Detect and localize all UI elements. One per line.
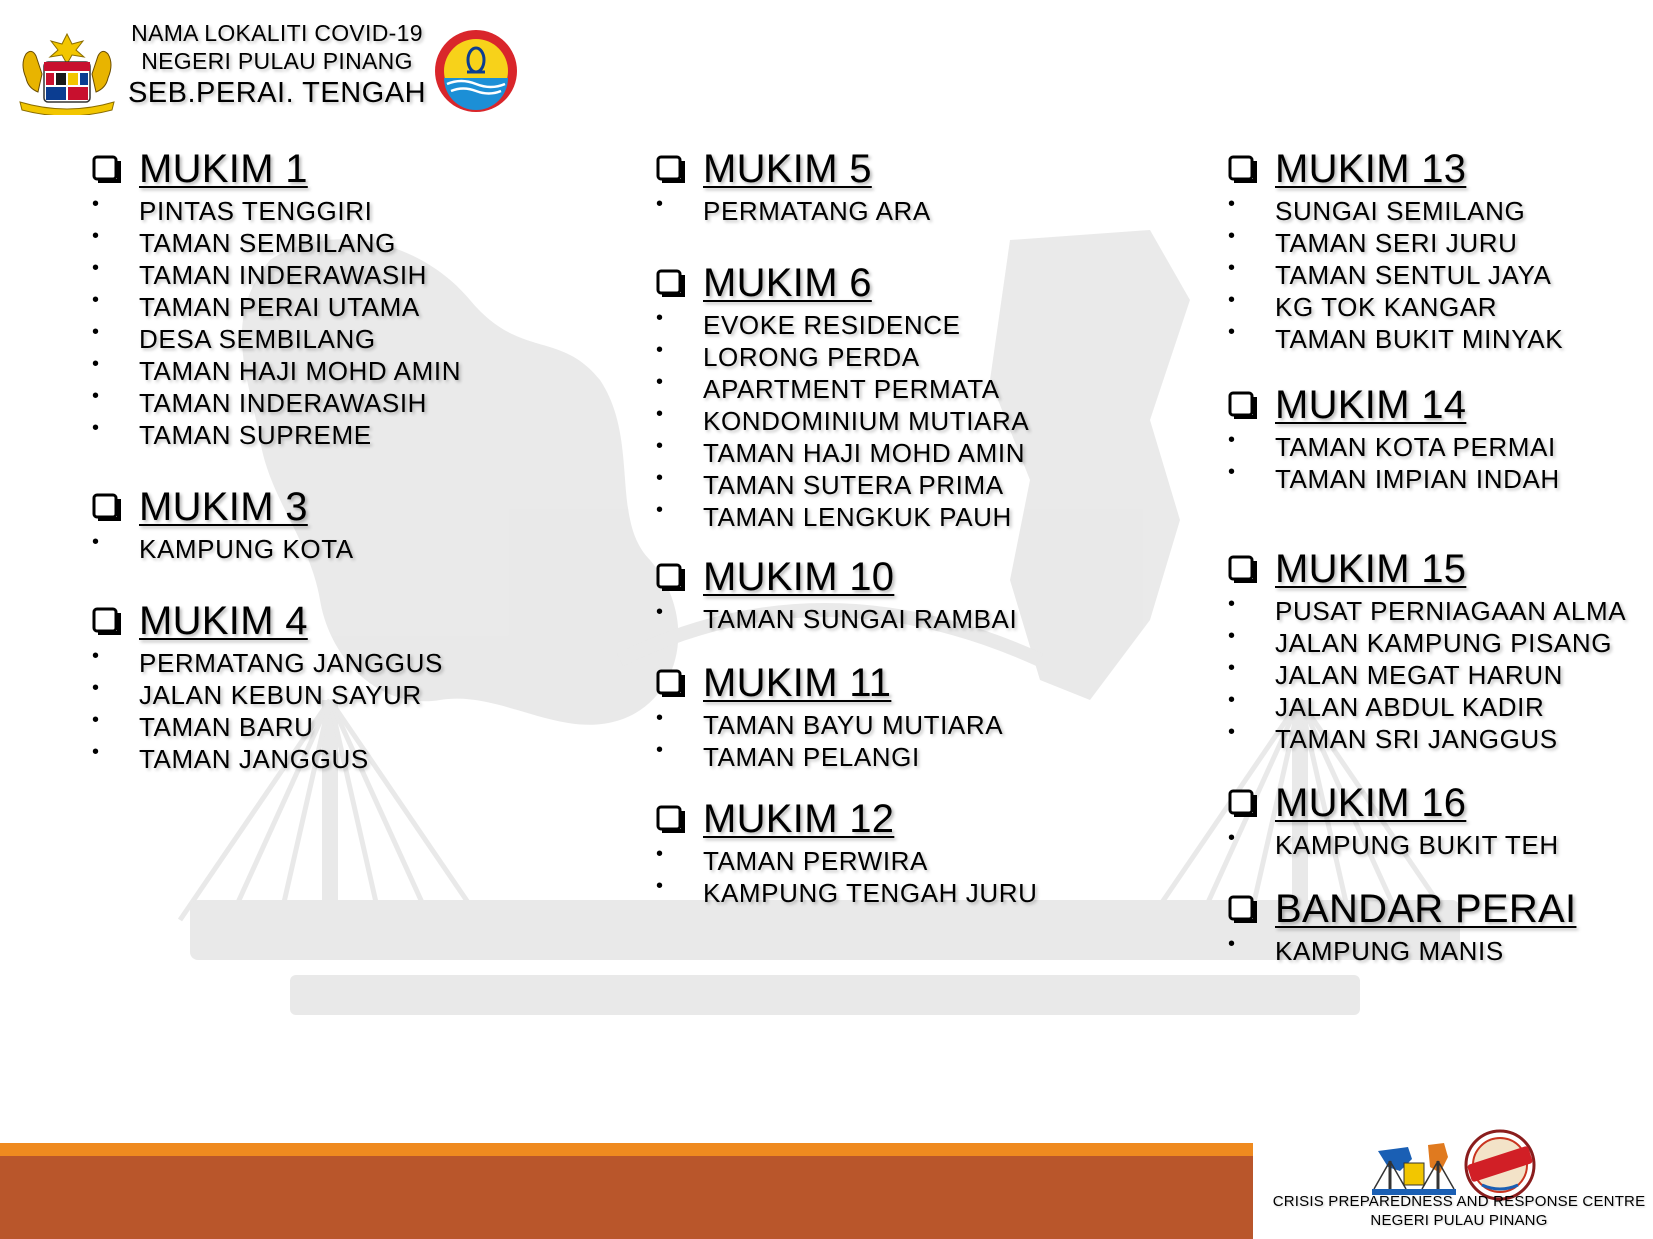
section-title: MUKIM 4: [139, 598, 308, 643]
penang-lawan-covid-logo-icon: [1462, 1127, 1538, 1203]
malaysia-coat-of-arms-icon: [12, 30, 122, 115]
bullet-icon: •: [1228, 321, 1236, 343]
bullet-icon: •: [656, 499, 664, 521]
cprc-logo-icon: [1368, 1137, 1460, 1199]
list-item: [1228, 227, 1648, 259]
section-title: MUKIM 15: [1275, 546, 1467, 591]
list-item: [92, 387, 612, 419]
list-item: [1228, 627, 1648, 659]
list-item: [656, 341, 1176, 373]
checkbox-square-icon: [656, 154, 686, 184]
bullet-icon: •: [92, 289, 100, 311]
locality-list: [1228, 935, 1648, 967]
bullet-icon: •: [656, 193, 664, 215]
section-title: BANDAR PERAI: [1275, 886, 1577, 931]
footer-caption: [1265, 1193, 1653, 1231]
column-1: [92, 143, 612, 793]
bullet-icon: •: [656, 435, 664, 457]
section-mukim-11: [656, 657, 1176, 773]
locality-name: TAMAN HAJI MOHD AMIN: [139, 355, 462, 386]
locality-list: [92, 647, 612, 775]
bullet-icon: •: [92, 417, 100, 439]
column-3: [1228, 143, 1648, 985]
bullet-icon: •: [1228, 721, 1236, 743]
bullet-icon: •: [92, 257, 100, 279]
section-header: [656, 551, 1176, 603]
bullet-icon: •: [92, 531, 100, 553]
section-header: [1228, 143, 1648, 195]
section-bandar-perai: [1228, 883, 1648, 967]
section-title: MUKIM 13: [1275, 146, 1467, 191]
section-mukim-13: [1228, 143, 1648, 355]
section-mukim-4: [92, 595, 612, 775]
bullet-icon: •: [1228, 225, 1236, 247]
section-header: [1228, 379, 1648, 431]
list-item: [656, 373, 1176, 405]
locality-name: LORONG PERDA: [703, 341, 920, 372]
bullet-icon: •: [92, 353, 100, 375]
bullet-icon: •: [1228, 593, 1236, 615]
column-2: [656, 143, 1176, 927]
section-header: [92, 595, 612, 647]
section-title: MUKIM 3: [139, 484, 308, 529]
locality-name: TAMAN PERWIRA: [703, 845, 928, 876]
locality-name: KAMPUNG MANIS: [1275, 935, 1504, 966]
list-item: [92, 647, 612, 679]
checkbox-square-icon: [92, 492, 122, 522]
section-title: MUKIM 1: [139, 146, 308, 191]
bullet-icon: •: [92, 193, 100, 215]
list-item: [1228, 463, 1648, 495]
list-item: [1228, 595, 1648, 627]
bullet-icon: •: [656, 739, 664, 761]
bullet-icon: •: [656, 601, 664, 623]
section-mukim-10: [656, 551, 1176, 635]
list-item: [92, 711, 612, 743]
locality-list: [656, 709, 1176, 773]
locality-list: [1228, 829, 1648, 861]
list-item: [656, 877, 1176, 909]
list-item: [656, 741, 1176, 773]
section-header: [92, 143, 612, 195]
checkbox-square-icon: [1228, 894, 1258, 924]
locality-name: PERMATANG ARA: [703, 195, 931, 226]
bullet-icon: •: [1228, 933, 1236, 955]
locality-list: [1228, 195, 1648, 355]
section-mukim-16: [1228, 777, 1648, 861]
list-item: [92, 679, 612, 711]
district-council-seal-icon: [433, 28, 519, 114]
footer-centre-name: CRISIS PREPAREDNESS AND RESPONSE CENTRE: [1272, 1193, 1646, 1210]
checkbox-square-icon: [656, 804, 686, 834]
locality-list: [1228, 595, 1648, 755]
bullet-icon: •: [656, 707, 664, 729]
locality-name: TAMAN JANGGUS: [139, 743, 369, 774]
bullet-icon: •: [1228, 289, 1236, 311]
locality-name: TAMAN KOTA PERMAI: [1275, 431, 1556, 462]
locality-list: [1228, 431, 1648, 495]
checkbox-square-icon: [92, 606, 122, 636]
locality-name: TAMAN SUNGAI RAMBAI: [703, 603, 1018, 634]
list-item: [656, 437, 1176, 469]
list-item: [92, 195, 612, 227]
list-item: [92, 419, 612, 451]
page-header: [118, 20, 436, 111]
locality-name: TAMAN SUPREME: [139, 419, 372, 450]
locality-name: JALAN KEBUN SAYUR: [139, 679, 422, 710]
checkbox-square-icon: [656, 562, 686, 592]
header-district-line: SEB.PERAI. TENGAH: [127, 77, 427, 110]
bullet-icon: •: [92, 645, 100, 667]
section-mukim-6: [656, 257, 1176, 533]
bullet-icon: •: [92, 225, 100, 247]
section-header: [656, 257, 1176, 309]
locality-name: DESA SEMBILANG: [139, 323, 376, 354]
section-title: MUKIM 5: [703, 146, 872, 191]
checkbox-square-icon: [656, 268, 686, 298]
header-state-line: NEGERI PULAU PINANG: [141, 47, 413, 74]
locality-list: [92, 195, 612, 451]
list-item: [656, 195, 1176, 227]
locality-name: JALAN MEGAT HARUN: [1275, 659, 1564, 690]
locality-name: TAMAN INDERAWASIH: [139, 387, 428, 418]
locality-name: TAMAN IMPIAN INDAH: [1275, 463, 1560, 494]
locality-name: JALAN ABDUL KADIR: [1275, 691, 1545, 722]
locality-list: [92, 533, 612, 565]
locality-list: [656, 195, 1176, 227]
section-title: MUKIM 16: [1275, 780, 1467, 825]
bullet-icon: •: [1228, 461, 1236, 483]
bullet-icon: •: [92, 677, 100, 699]
list-item: [1228, 723, 1648, 755]
locality-name: TAMAN PELANGI: [703, 741, 920, 772]
checkbox-square-icon: [92, 154, 122, 184]
list-item: [656, 603, 1176, 635]
locality-name: TAMAN SUTERA PRIMA: [703, 469, 1004, 500]
bullet-icon: •: [656, 339, 664, 361]
section-title: MUKIM 14: [1275, 382, 1467, 427]
bullet-icon: •: [1228, 193, 1236, 215]
bullet-icon: •: [1228, 827, 1236, 849]
locality-name: TAMAN BAYU MUTIARA: [703, 709, 1004, 740]
locality-name: TAMAN HAJI MOHD AMIN: [703, 437, 1026, 468]
checkbox-square-icon: [1228, 390, 1258, 420]
section-header: [1228, 543, 1648, 595]
section-mukim-12: [656, 793, 1176, 909]
bullet-icon: •: [1228, 429, 1236, 451]
list-item: [92, 743, 612, 775]
list-item: [1228, 691, 1648, 723]
checkbox-square-icon: [1228, 154, 1258, 184]
section-title: MUKIM 12: [703, 796, 895, 841]
list-item: [1228, 431, 1648, 463]
locality-name: KAMPUNG TENGAH JURU: [703, 877, 1038, 908]
bullet-icon: •: [92, 321, 100, 343]
list-item: [92, 227, 612, 259]
bullet-icon: •: [92, 741, 100, 763]
list-item: [656, 845, 1176, 877]
bullet-icon: •: [1228, 625, 1236, 647]
list-item: [656, 405, 1176, 437]
list-item: [92, 533, 612, 565]
list-item: [1228, 259, 1648, 291]
locality-name: KG TOK KANGAR: [1275, 291, 1498, 322]
list-item: [1228, 195, 1648, 227]
locality-name: TAMAN INDERAWASIH: [139, 259, 428, 290]
locality-name: TAMAN BARU: [139, 711, 314, 742]
bullet-icon: •: [1228, 257, 1236, 279]
checkbox-square-icon: [1228, 788, 1258, 818]
locality-name: TAMAN BUKIT MINYAK: [1275, 323, 1564, 354]
locality-name: TAMAN SRI JANGGUS: [1275, 723, 1558, 754]
section-title: MUKIM 11: [703, 660, 892, 705]
bullet-icon: •: [1228, 689, 1236, 711]
locality-name: EVOKE RESIDENCE: [703, 309, 961, 340]
list-item: [92, 259, 612, 291]
section-header: [1228, 777, 1648, 829]
list-item: [92, 323, 612, 355]
section-header: [656, 657, 1176, 709]
locality-name: PERMATANG JANGGUS: [139, 647, 443, 678]
bullet-icon: •: [656, 307, 664, 329]
section-mukim-3: [92, 481, 612, 565]
bullet-icon: •: [656, 403, 664, 425]
locality-list: [656, 309, 1176, 533]
list-item: [1228, 935, 1648, 967]
section-header: [1228, 883, 1648, 935]
checkbox-square-icon: [656, 668, 686, 698]
locality-name: APARTMENT PERMATA: [703, 373, 1000, 404]
locality-name: JALAN KAMPUNG PISANG: [1275, 627, 1613, 658]
locality-name: KAMPUNG BUKIT TEH: [1275, 829, 1559, 860]
list-item: [656, 709, 1176, 741]
section-header: [656, 793, 1176, 845]
list-item: [1228, 829, 1648, 861]
list-item: [1228, 659, 1648, 691]
locality-name: TAMAN SENTUL JAYA: [1275, 259, 1552, 290]
locality-name: TAMAN SERI JURU: [1275, 227, 1518, 258]
bullet-icon: •: [656, 875, 664, 897]
list-item: [656, 501, 1176, 533]
section-header: [656, 143, 1176, 195]
section-title: MUKIM 6: [703, 260, 872, 305]
section-mukim-15: [1228, 543, 1648, 755]
locality-name: TAMAN LENGKUK PAUH: [703, 501, 1012, 532]
list-item: [656, 309, 1176, 341]
list-item: [1228, 323, 1648, 355]
bullet-icon: •: [656, 843, 664, 865]
section-mukim-1: [92, 143, 612, 451]
bullet-icon: •: [656, 467, 664, 489]
section-mukim-5: [656, 143, 1176, 227]
checkbox-square-icon: [1228, 554, 1258, 584]
list-item: [92, 291, 612, 323]
locality-name: SUNGAI SEMILANG: [1275, 195, 1526, 226]
bullet-icon: •: [92, 709, 100, 731]
header-title-line: NAMA LOKALITI COVID-19: [131, 20, 423, 46]
locality-name: KAMPUNG KOTA: [139, 533, 354, 564]
bullet-icon: •: [656, 371, 664, 393]
locality-list: [656, 845, 1176, 909]
list-item: [1228, 291, 1648, 323]
footer-state-name: NEGERI PULAU PINANG: [1370, 1211, 1548, 1229]
locality-name: TAMAN PERAI UTAMA: [139, 291, 420, 322]
locality-name: PUSAT PERNIAGAAN ALMA: [1275, 595, 1627, 626]
bullet-icon: •: [92, 385, 100, 407]
locality-name: TAMAN SEMBILANG: [139, 227, 397, 258]
locality-list: [656, 603, 1176, 635]
section-title: MUKIM 10: [703, 554, 895, 599]
section-header: [92, 481, 612, 533]
list-item: [92, 355, 612, 387]
list-item: [656, 469, 1176, 501]
section-mukim-14: [1228, 379, 1648, 495]
locality-name: PINTAS TENGGIRI: [139, 195, 373, 226]
bullet-icon: •: [1228, 657, 1236, 679]
locality-name: KONDOMINIUM MUTIARA: [703, 405, 1030, 436]
